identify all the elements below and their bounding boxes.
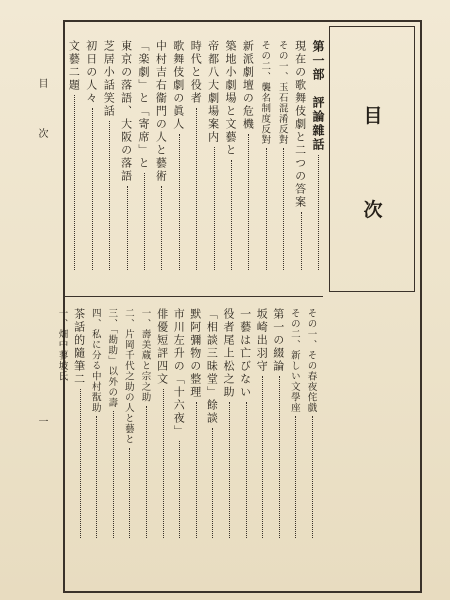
toc-entry: その二、新しい文學座 <box>288 308 300 413</box>
leader-dots <box>301 212 302 270</box>
leader-dots <box>80 389 81 538</box>
folio-number: 一 <box>36 416 47 426</box>
leader-dots <box>266 148 267 270</box>
toc-entry: 東京の落語、大阪の落語 <box>119 40 133 183</box>
leader-dots <box>179 441 180 538</box>
leader-dots <box>196 108 197 270</box>
leader-dots <box>129 448 130 539</box>
toc-entry: 二、片岡千代之助の人と藝と <box>122 308 134 445</box>
leader-dots <box>96 416 97 538</box>
toc-entry: 中村吉右衞門の人と藝術 <box>154 40 168 183</box>
leader-dots <box>312 416 313 538</box>
toc-entry: 歌舞伎劇の眞人 <box>171 40 185 131</box>
toc-entry: 坂崎出羽守 <box>255 308 269 373</box>
toc-entry: 默阿彌物の整理 <box>188 308 202 399</box>
title-box <box>329 26 415 292</box>
margin-heading-top: 目 <box>36 78 47 88</box>
leader-dots <box>179 134 180 270</box>
toc-entry: 市川左升の「十六夜」 <box>172 308 186 438</box>
leader-dots <box>146 406 147 539</box>
leader-dots <box>231 160 232 270</box>
leader-dots <box>196 402 197 538</box>
toc-entry: 築地小劇場と文藝と <box>224 40 237 157</box>
leader-dots <box>279 376 280 538</box>
leader-dots <box>229 402 230 538</box>
leader-dots <box>214 147 215 270</box>
toc-entry: 俳優短評四文 <box>155 308 169 386</box>
leader-dots <box>63 385 64 539</box>
title-glyph-1: 目 <box>363 105 383 127</box>
leader-dots <box>163 389 164 538</box>
toc-entry: 一藝は亡びない <box>238 308 252 399</box>
leader-dots <box>74 95 75 270</box>
toc-entry: その二、襲名制度反對 <box>259 40 271 145</box>
toc-entry: 一、壽美蔵と宗之助 <box>139 308 151 403</box>
toc-entry: 「相談三昧堂」餘談 <box>205 308 219 425</box>
toc-entry: 三、「勘助」以外の壽 <box>106 308 118 409</box>
toc-entry: 「楽劇」と「寄席」と <box>137 40 150 170</box>
leader-dots <box>283 148 284 270</box>
leader-dots <box>262 376 263 538</box>
margin-heading-bottom: 次 <box>36 128 47 138</box>
leader-dots <box>295 416 296 538</box>
toc-entry: 帝都八大劇場案内 <box>206 40 220 144</box>
title-glyph-2: 次 <box>363 199 383 221</box>
toc-entry: 第一の綴論 <box>271 308 285 373</box>
toc-entry: 芝居小話笑話 <box>102 40 116 118</box>
toc-entry: 茶話的隨筆二 <box>72 308 86 386</box>
toc-entry: 文藝二題 <box>67 40 81 92</box>
leader-dots <box>109 121 110 270</box>
toc-entry: その一、玉石混淆反對 <box>276 40 288 145</box>
toc-entry: 四、私に分る中村翫助 <box>89 308 101 413</box>
leader-dots <box>144 173 145 270</box>
section-divider <box>65 296 323 297</box>
leader-dots <box>212 428 213 538</box>
toc-entry: 第一部 評論雜話 <box>311 40 325 152</box>
toc-entry: 一、畑中蓼坡氏 <box>56 308 68 382</box>
toc-entry: 役者尾上松之助 <box>222 308 235 399</box>
leader-dots <box>248 134 249 270</box>
leader-dots <box>318 155 319 270</box>
toc-entry: 新派劇壇の危機 <box>241 40 255 131</box>
leader-dots <box>161 186 162 270</box>
leader-dots <box>246 402 247 538</box>
leader-dots <box>127 186 128 270</box>
leader-dots <box>113 411 114 538</box>
leader-dots <box>92 108 93 270</box>
toc-entry: 現在の歌舞伎劇と二つの答案 <box>293 40 307 209</box>
toc-entry: 時代と役者 <box>189 40 203 105</box>
toc-entry: 初日の人々 <box>84 40 98 105</box>
toc-entry: その一、その春夜侘戲 <box>305 308 317 413</box>
